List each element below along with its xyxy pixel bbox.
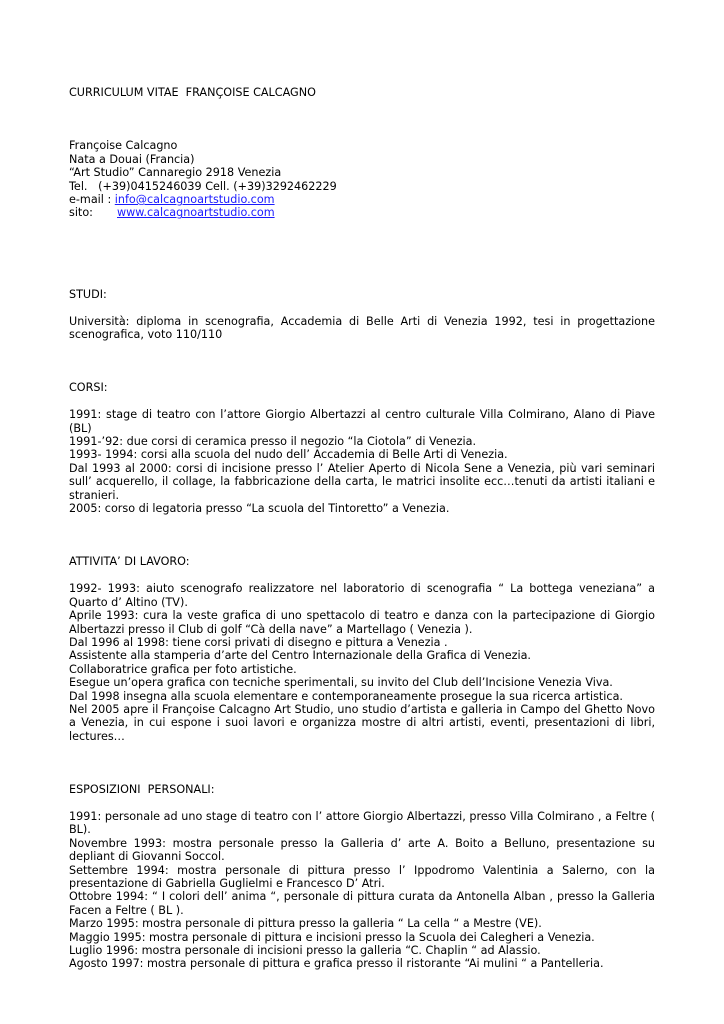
contact-block (69, 139, 655, 219)
section-heading-attivita: ATTIVITA’ DI LAVORO: (69, 555, 190, 569)
attivita-item: Esegue un’opera grafica con tecniche sperimentali, su invito del Club dell’Incisione Venezia Viva. (69, 676, 613, 690)
section-body-studi (69, 315, 655, 342)
attivita-item: Dal 1996 al 1998: tiene corsi privati di disegno e pittura a Venezia . (69, 635, 448, 649)
cv-page (69, 86, 655, 971)
section-body-attivita (69, 582, 655, 743)
contact-name: Françoise Calcagno (69, 139, 178, 153)
email-link[interactable]: info@calcagnoartstudio.com (114, 193, 275, 207)
section-heading-studi: STUDI: (69, 287, 107, 301)
corsi-item: Dal 1993 al 2000: corsi di incisione presso l’ Atelier Aperto di Nicola Sene a Venezia, più vari seminari sull’ acquerello, il collage, la fabbricazione della carta, le matrici insolite ecc…tenuti da artisti italiani e stranieri. (69, 461, 655, 502)
esposizioni-item: Novembre 1993: mostra personale presso la Galleria d’ arte A. Boito a Belluno, presentazione su depliant di Giovanni Soccol. (69, 836, 655, 864)
attivita-item: 1992- 1993: aiuto scenografo realizzatore nel laboratorio di scenografia “ La bottega veneziana” a Quarto d’ Altino (TV). (69, 582, 655, 609)
corsi-item: 1991-’92: due corsi di ceramica presso il negozio “la Ciotola” di Venezia. (69, 435, 477, 449)
section-heading-esposizioni: ESPOSIZIONI PERSONALI: (69, 783, 215, 797)
corsi-item: 1993- 1994: corsi alla scuola del nudo dell’ Accademia di Belle Arti di Venezia. (69, 448, 508, 462)
corsi-item: 2005: corso di legatoria presso “La scuola del Tintoretto” a Venezia. (69, 502, 450, 516)
attivita-item: Collaboratrice grafica per foto artistiche. (69, 662, 297, 676)
attivita-item: Nel 2005 apre il Françoise Calcagno Art Studio, uno studio d’artista e galleria in Campo del Ghetto Novo a Venezia, in cui espone i suoi lavori e organizza mostre di altri artisti, eventi, presentazioni di libri, lectures… (69, 702, 655, 743)
esposizioni-item: Settembre 1994: mostra personale di pittura presso l’ Ippodromo Valentinia a Salerno, con la presentazione di Gabriella Guglielmi e Francesco D’ Atri. (69, 863, 655, 890)
studi-text: Università: diploma in scenografia, Accademia di Belle Arti di Venezia 1992, tesi in progettazione scenografica, voto 110/110 (69, 314, 655, 342)
document-title: CURRICULUM VITAE FRANÇOISE CALCAGNO (69, 86, 316, 99)
corsi-item: 1991: stage di teatro con l’attore Giorgio Albertazzi al centro culturale Villa Colmirano, Alano di Piave (BL) (69, 408, 655, 435)
section-heading-corsi: CORSI: (69, 381, 108, 395)
attivita-item: Assistente alla stamperia d’arte del Centro Internazionale della Grafica di Venezia. (69, 649, 531, 663)
esposizioni-item: 1991: personale ad uno stage di teatro con l’ attore Giorgio Albertazzi, presso Villa Colmirano , a Feltre ( BL). (69, 809, 655, 837)
contact-site-row (69, 206, 655, 219)
contact-email-row (69, 193, 655, 206)
esposizioni-item: Maggio 1995: mostra personale di pittura e incisioni presso la Scuola dei Calegheri a Venezia. (69, 930, 595, 944)
esposizioni-item: Agosto 1997: mostra personale di pittura e grafica presso il ristorante “Ai mulini “ a Pantelleria. (69, 957, 604, 971)
contact-birth: Nata a Douai (Francia) (69, 152, 195, 166)
attivita-item: Aprile 1993: cura la veste grafica di uno spettacolo di teatro e danza con la partecipazione di Giorgio Albertazzi presso il Club di golf “Cà della nave” a Martellago ( Venezia ). (69, 609, 655, 636)
contact-studio: “Art Studio” Cannaregio 2918 Venezia (69, 166, 282, 180)
site-label: sito: (69, 206, 93, 220)
esposizioni-item: Ottobre 1994: “ I colori dell’ anima “, personale di pittura curata da Antonella Alban , presso la Galleria Facen a Feltre ( BL ). (69, 890, 655, 917)
site-link[interactable]: www.calcagnoartstudio.com (117, 206, 275, 220)
email-label: e-mail : (69, 193, 115, 207)
section-body-esposizioni (69, 810, 655, 971)
section-body-corsi (69, 408, 655, 515)
contact-phone: Tel. (+39)0415246039 Cell. (+39)3292462229 (69, 179, 337, 193)
esposizioni-item: Luglio 1996: mostra personale di incisioni presso la galleria “C. Chaplin “ ad Alassio. (69, 944, 541, 958)
attivita-item: Dal 1998 insegna alla scuola elementare e contemporaneamente prosegue la sua ricerca artistica. (69, 689, 623, 703)
esposizioni-item: Marzo 1995: mostra personale di pittura presso la galleria “ La cella “ a Mestre (VE). (69, 917, 542, 931)
